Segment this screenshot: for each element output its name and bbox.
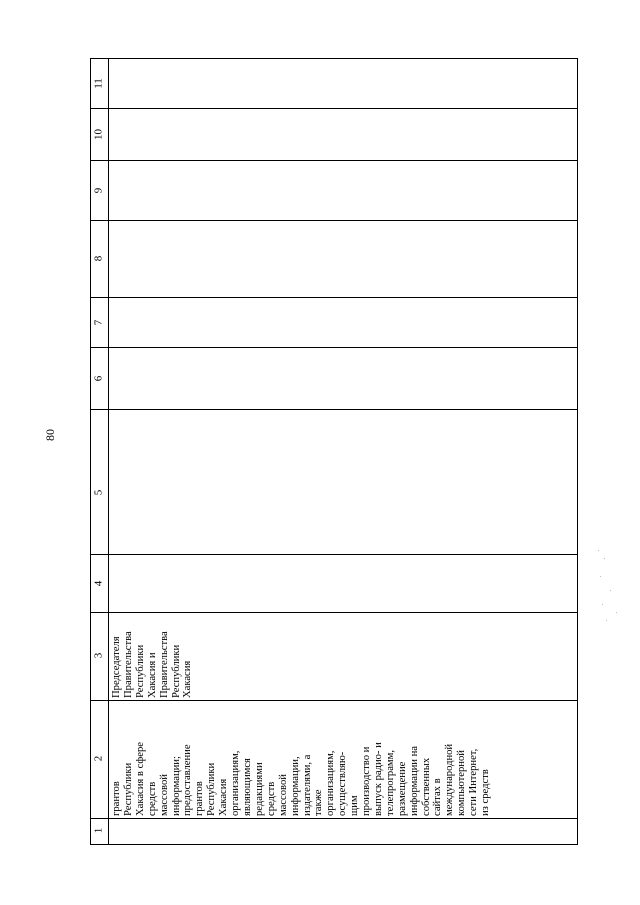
col-divider-2-1 [90, 818, 578, 819]
col2-line: массовой [277, 774, 289, 816]
col2-line: размещение [396, 761, 408, 816]
col-header-1: 1 [92, 827, 105, 834]
scan-artifacts [596, 546, 626, 626]
col3-line: Правительства [122, 631, 134, 698]
col-divider-3-2 [90, 700, 578, 701]
col2-line: организациям, [325, 750, 337, 816]
header-row-divider [108, 58, 109, 845]
col-header-7: 7 [92, 319, 105, 326]
col2-line: щим [349, 795, 361, 816]
col2-line: Республики [206, 762, 218, 816]
col2-line: средств [146, 781, 158, 816]
col2-line: сети Интернет, [468, 748, 480, 816]
col-divider-10-9 [90, 160, 578, 161]
cell-col3-text [111, 631, 194, 698]
col-header-6: 6 [92, 375, 105, 382]
table-border-right [577, 58, 578, 845]
col2-line: международной [444, 743, 456, 816]
col-header-2: 2 [92, 755, 105, 762]
col3-line: Председателя [111, 636, 122, 698]
col-header-10: 10 [92, 129, 105, 140]
col2-line: редакциями [253, 762, 265, 816]
table-border-top [90, 58, 578, 59]
col-divider-6-5 [90, 409, 578, 410]
col2-line: Хакасия в сфере [134, 742, 146, 816]
col2-line: также [313, 789, 325, 816]
col2-line: сайтах в [432, 778, 444, 816]
col-divider-9-8 [90, 220, 578, 221]
col2-line: компьютерной [456, 750, 468, 816]
col-divider-5-4 [90, 554, 578, 555]
col-header-9: 9 [92, 187, 105, 194]
col-header-4: 4 [92, 580, 105, 587]
page-number: 80 [43, 429, 57, 441]
col3-line: Республики [170, 644, 182, 698]
col2-line: Хакасия [218, 778, 230, 816]
col2-line: информации на [408, 746, 420, 816]
col3-line: Хакасия [182, 660, 194, 698]
col2-line: информации; [170, 756, 182, 816]
table-border-bottom [90, 844, 578, 845]
col2-line: информации, [289, 756, 301, 816]
col2-line: грантов [111, 781, 122, 816]
col2-line: осуществляю- [337, 751, 349, 816]
col-divider-7-6 [90, 347, 578, 348]
col-divider-11-10 [90, 108, 578, 109]
col-header-3: 3 [92, 652, 105, 659]
col2-line: Республики [122, 762, 134, 816]
col2-line: выпуск радио- и [372, 742, 384, 816]
col2-line: являющимся [241, 758, 253, 816]
col2-line: издателями, а [301, 754, 313, 816]
col3-line: Хакасия и [146, 652, 158, 698]
col2-line: массовой [158, 774, 170, 816]
cell-col2-text [111, 742, 492, 816]
col2-line: собственных [420, 757, 432, 816]
col2-line: предоставление [182, 744, 194, 816]
col2-line: грантов [194, 781, 206, 816]
col-header-8: 8 [92, 255, 105, 262]
col-divider-4-3 [90, 612, 578, 613]
col2-line: телепрограмм, [384, 750, 396, 816]
col-header-11: 11 [92, 78, 105, 89]
col-header-5: 5 [92, 489, 105, 496]
col2-line: из средств [480, 769, 492, 816]
col2-line: производство и [361, 746, 373, 816]
col3-line: Республики [134, 644, 146, 698]
col2-line: средств [265, 781, 277, 816]
col3-line: Правительства [158, 631, 170, 698]
col2-line: организациям, [230, 750, 242, 816]
col-divider-8-7 [90, 297, 578, 298]
table-border-left [90, 58, 91, 845]
